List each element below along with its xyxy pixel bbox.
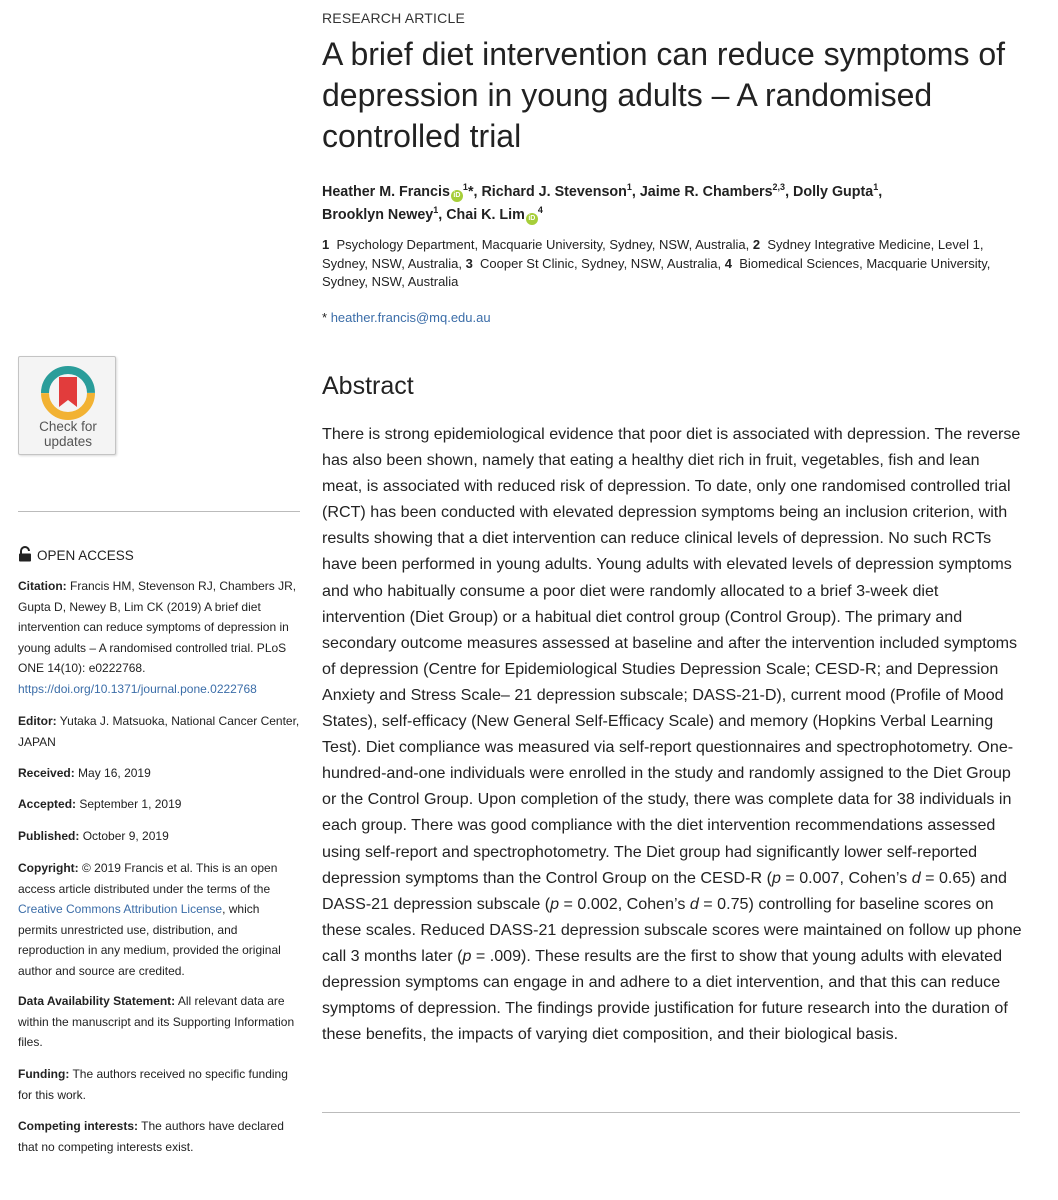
received-date: May 16, 2019 xyxy=(78,766,151,780)
email-star: * xyxy=(322,310,328,325)
abstract-text-segment: There is strong epidemiological evidence that poor diet is associated with depression. The reverse has also been shown, namely that eating a healthy diet rich in fruit, vegetables, fish and lean meat, is associated with reduced risk of depression. To date, only one randomised controlled trial (RCT) has been conducted with elevated depression symptoms being an inclusion criterion, with results showing that a diet intervention can reduce clinical levels of depression. No such RCTs have been performed in young adults. Young adults with elevated levels of depression symptoms and who habitually consume a poor diet were randomly allocated to a brief 3-week diet intervention (Diet Group) or a habitual diet control group (Control Group). The primary and secondary outcome measures assessed at baseline and after the intervention included symptoms of depression (Centre for Epidemiological Studies Depression Scale; CESD-R; and Depression Anxiety and Stress Scale– 21 depression subscale; DASS-21-D), current mood (Profile of Mood States), self-efficacy (New General Self-Efficacy Scale) and memory (Hopkins Verbal Learning Test). Diet compliance was measured via self-report questionnaires and spectrophotometry. One-hundred-and-one individuals were enrolled in the study and randomly assigned to the Diet Group or the Control Group. Upon completion of the study, there was complete data for 38 individuals in each group. There was good compliance with the diet intervention recommendations assessed using self-report and spectrophotometry. The Diet group had significantly lower self-reported depression symptoms than the Control Group on the CESD-R ( xyxy=(322,425,1021,887)
competing-interests-label: Competing interests: xyxy=(18,1119,139,1133)
abstract-heading: Abstract xyxy=(322,372,414,400)
affiliation-number: 1 xyxy=(322,237,330,252)
citation-block xyxy=(18,576,300,699)
author-name: Dolly Gupta xyxy=(793,184,874,200)
received-block xyxy=(18,763,300,784)
copyright-text-end: , which permits unrestricted use, distribution, and reproduction in any medium, provided the original author and source are credited. xyxy=(18,902,281,978)
author-affiliation-number: 4 xyxy=(537,205,543,215)
check-updates-line2: updates xyxy=(43,434,93,449)
affiliation-number: 4 xyxy=(724,255,732,271)
corresponding-email xyxy=(322,310,491,325)
abstract-text-segment: = .009). These results are the first to show that young adults with elevated depression symptoms can engage in and adhere to a diet intervention, and that this can reduce symptoms of depression. The findings provide justification for future research into the duration of these benefits, the impacts of varying diet composition, and their biological basis. xyxy=(322,946,1008,1044)
affiliation-text: Sydney Integrative Medicine, Level 1, Sydney, NSW, Australia, xyxy=(322,237,984,271)
citation-text: Francis HM, Stevenson RJ, Chambers JR, Gupta D, Newey B, Lim CK (2019) A brief diet intervention can reduce symptoms of depression in young adults – A randomised controlled trial. PLoS ONE 14(10): e0222768. xyxy=(18,579,297,675)
copyright-label: Copyright: xyxy=(18,861,79,875)
affiliation-list xyxy=(322,236,1022,292)
author-affiliation-number: 1 xyxy=(462,182,468,192)
published-block xyxy=(18,826,300,847)
editor-label: Editor: xyxy=(18,714,57,728)
orcid-icon: iD xyxy=(526,213,538,225)
abstract-text-segment: = 0.002, Cohen’s xyxy=(559,894,690,913)
author-affiliation-number: 1 xyxy=(873,182,879,192)
funding-text: The authors received no specific funding for this work. xyxy=(18,1067,288,1102)
data-availability-block xyxy=(18,991,300,1053)
author-affiliation-number: 1 xyxy=(626,182,632,192)
funding-label: Funding: xyxy=(18,1067,70,1081)
published-label: Published: xyxy=(18,829,80,843)
competing-interests-block xyxy=(18,1116,300,1157)
accepted-label: Accepted: xyxy=(18,797,77,811)
author-name: Heather M. Francis xyxy=(322,184,450,200)
copyright-block xyxy=(18,858,300,981)
check-updates-line1: Check for xyxy=(39,419,97,434)
accepted-date: September 1, 2019 xyxy=(79,797,182,811)
abstract-text-segment: = 0.75) controlling for baseline scores on these scales. Reduced DASS-21 depression subscale scores were maintained on follow up phone call 3 months later ( xyxy=(322,894,1022,965)
abstract-italic-symbol: d xyxy=(911,868,921,887)
author-name: Brooklyn Newey xyxy=(322,207,434,223)
abstract-italic-symbol: p xyxy=(550,894,560,913)
abstract-italic-symbol: d xyxy=(689,894,699,913)
author-name: Jaime R. Chambers xyxy=(639,184,773,200)
citation-label: Citation: xyxy=(18,579,67,593)
editor-text: Yutaka J. Matsuoka, National Cancer Center, JAPAN xyxy=(18,714,300,749)
affiliation-number: 2 xyxy=(752,237,761,252)
email-link[interactable]: heather.francis@mq.edu.au xyxy=(330,310,491,325)
abstract-text xyxy=(322,421,1022,1047)
abstract-italic-symbol: p xyxy=(771,868,781,887)
funding-block xyxy=(18,1064,300,1105)
received-label: Received: xyxy=(18,766,75,780)
check-for-updates-badge[interactable] xyxy=(18,356,116,455)
open-access-text: OPEN ACCESS xyxy=(37,548,134,563)
corresponding-author-star: * xyxy=(467,184,474,200)
check-updates-icon xyxy=(40,365,96,421)
open-lock-icon xyxy=(18,546,32,562)
author-affiliation-number: 1 xyxy=(433,205,439,215)
orcid-icon: iD xyxy=(451,190,463,202)
affiliation-text: Biomedical Sciences, Macquarie University, Sydney, NSW, Australia xyxy=(322,255,991,289)
abstract-text-segment: = 0.65) and DASS-21 depression subscale ( xyxy=(322,868,1007,913)
doi-link[interactable]: https://doi.org/10.1371/journal.pone.0222768 xyxy=(18,681,257,696)
abstract-italic-symbol: p xyxy=(462,946,472,965)
article-title: A brief diet intervention can reduce symptoms of depression in young adults – A randomised controlled trial xyxy=(322,36,1006,154)
article-type-label: RESEARCH ARTICLE xyxy=(322,10,465,26)
license-link[interactable]: Creative Commons Attribution License xyxy=(18,902,223,916)
editor-block xyxy=(18,711,300,752)
copyright-text: © 2019 Francis et al. This is an open access article distributed under the terms of the xyxy=(18,861,278,896)
affiliation-number: 3 xyxy=(465,255,473,271)
abstract-text-segment: = 0.007, Cohen’s xyxy=(780,868,912,887)
affiliation-text: Psychology Department, Macquarie University, Sydney, NSW, Australia, xyxy=(336,237,750,252)
author-name: Richard J. Stevenson xyxy=(481,184,627,200)
affiliation-text: Cooper St Clinic, Sydney, NSW, Australia, xyxy=(480,255,722,271)
data-availability-text: All relevant data are within the manuscript and its Supporting Information files. xyxy=(18,994,295,1049)
data-availability-label: Data Availability Statement: xyxy=(18,994,176,1008)
published-date: October 9, 2019 xyxy=(82,829,169,843)
accepted-block xyxy=(18,794,300,815)
sidebar-divider xyxy=(18,511,300,512)
author-name: Chai K. Lim xyxy=(446,207,525,223)
competing-interests-text: The authors have declared that no competing interests exist. xyxy=(18,1119,284,1154)
open-access-label xyxy=(18,546,134,563)
author-list: Heather M. Francis $iD^1*$, Richard J. Stevenson$^1$, Jaime R. Chambers$^{2,3}$, Dolly Gupta$^1$, Brooklyn Newey$^1$, Chai K. Lim $iD^4$ xyxy=(322,182,883,223)
abstract-bottom-divider xyxy=(322,1112,1020,1113)
author-affiliation-number: 2,3 xyxy=(772,182,786,192)
